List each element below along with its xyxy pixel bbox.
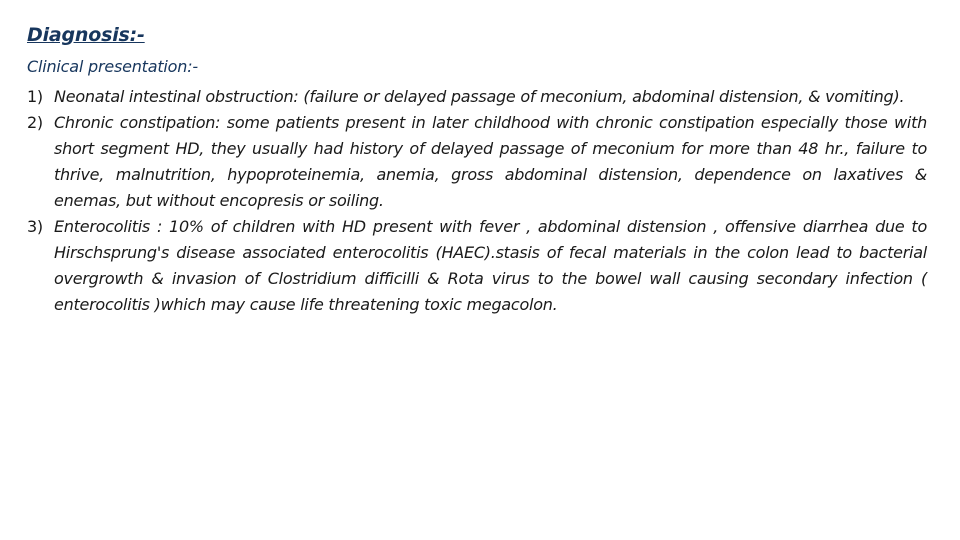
list-item-text: Neonatal intestinal obstruction: (failure or delayed passage of meconium, abdominal distension, & vomiting). — [54, 87, 905, 106]
list-item — [27, 214, 927, 318]
numbered-list — [27, 84, 927, 318]
slide-title: Diagnosis:- — [27, 24, 145, 46]
slide-content — [27, 20, 927, 318]
list-item-text: Chronic constipation: some patients present in later childhood with chronic constipation especially those with short segment HD, they usually had history of delayed passage of meconium for more than 48 hr., failure to thrive, malnutrition, hypoproteinemia, anemia, gross abdominal distension, dependence on laxatives & enemas, but without encopresis or soiling. — [54, 113, 927, 210]
section-subtitle: Clinical presentation:- — [27, 57, 198, 76]
list-item-number: 1) — [27, 87, 43, 106]
list-item — [27, 84, 927, 110]
list-item — [27, 110, 927, 214]
list-item-number: 2) — [27, 113, 43, 132]
list-item-number: 3) — [27, 217, 43, 236]
list-item-text: Enterocolitis : 10% of children with HD present with fever , abdominal distension , offensive diarrhea due to Hirschsprung's disease associated enterocolitis (HAEC).stasis of fecal materials in the colon lead to bacterial overgrowth & invasion of Clostridium difficilli & Rota virus to the bowel wall causing secondary infection ( enterocolitis )which may cause life threatening toxic megacolon. — [54, 217, 927, 314]
